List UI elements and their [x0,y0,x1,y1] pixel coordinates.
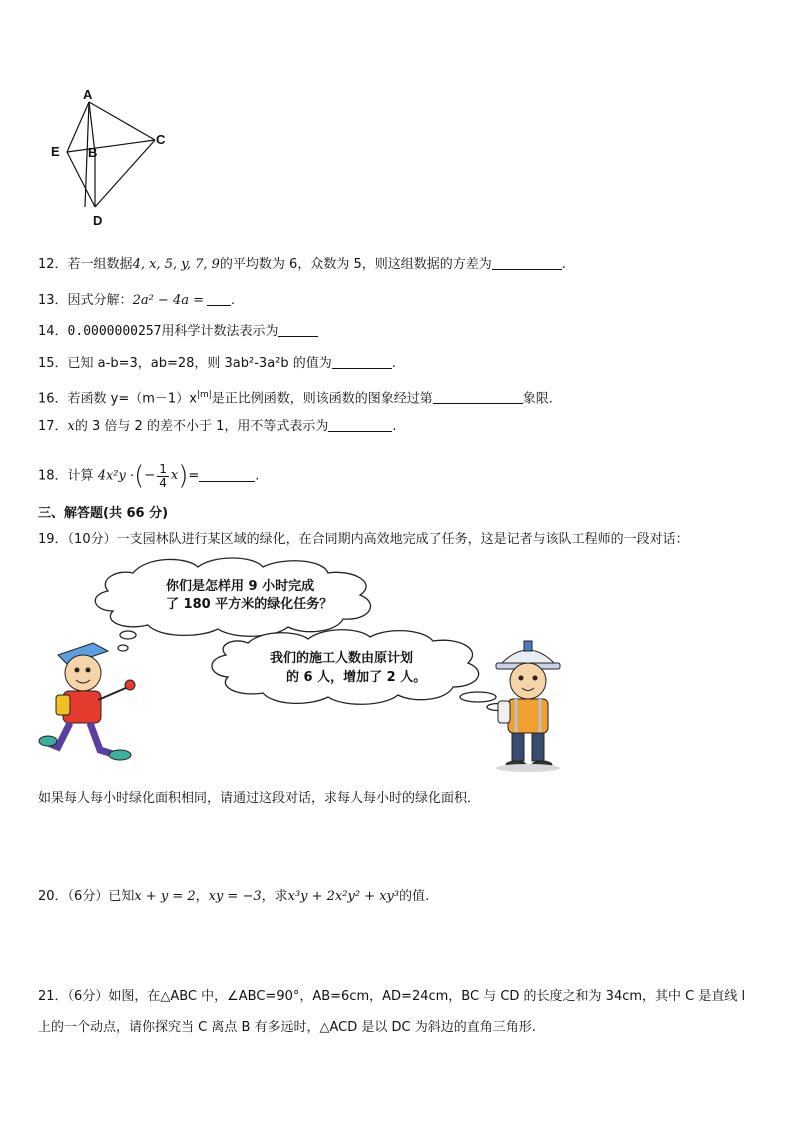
variable: x [67,419,75,434]
question-number: 19． [38,532,68,547]
bubble-1-line-1: 你们是怎样用 9 小时完成 [166,579,315,594]
section-heading: 三、解答题(共 66 分) [38,506,169,521]
question-21-continued: 上的一个动点，请你探究当 C 离点 B 有多远时，△ACD 是以 DC 为斜边的直角三角形. [38,1020,536,1035]
answer-blank[interactable] [199,467,255,482]
point-label-c: C [156,132,166,147]
expression: x³y + 2x²y² + xy³ [287,889,400,904]
question-19-prompt: 如果每人每小时绿化面积相同，请通过这段对话，求每人每小时的绿化面积． [38,791,481,806]
question-text: 的平均数为 6，众数为 5，则这组数据的方差为 [219,257,492,272]
question-text: ，求 [261,889,288,904]
numerator: 1 [159,461,167,476]
variable: x [170,468,179,483]
question-number: 15． [38,356,68,371]
number-value: 0.0000000257 [67,324,162,339]
exponent: |m| [196,390,212,400]
minus-sign: − [144,468,156,483]
question-text: （6分）如图，在△ABC 中，∠ABC=90°，AB=6cm，AD=24cm，BC 与 CD 的长度之和为 34cm，其中 C 是直线 l [67,989,746,1004]
period: . [255,468,260,484]
separator: ， [195,889,209,904]
bubble-1-line-2: 了 180 平方米的绿化任务？ [166,597,333,612]
geometry-figure [45,82,185,232]
question-text: 用科学计数法表示为 [161,324,279,339]
point-label-e: E [51,144,60,159]
bubble-2-line-2: 的 6 人，增加了 2 人。 [286,670,427,685]
expression: 2a² − 4a = [132,293,204,308]
question-text: 计算 [67,468,94,484]
question-number: 14． [38,324,68,339]
period: . [231,293,236,308]
question-number: 18． [38,468,68,484]
question-13 [38,291,235,310]
question-number: 16． [38,391,68,407]
engineer-cartoon [496,641,560,772]
fraction [157,463,169,490]
left-paren: ( [134,461,145,491]
question-text: 已知 a-b=3，ab=28，则 3ab²-3a²b 的值为 [67,356,332,371]
denominator: 4 [159,475,167,490]
question-text: （10分）一支园林队进行某区域的绿化，在合同期内高效地完成了任务，这是记者与该队工程师的一段对话： [67,532,689,547]
dialogue-illustration [38,555,578,780]
question-12 [38,255,566,274]
question-text: 的 3 倍与 2 的差不小于 1，用不等式表示为 [74,419,329,434]
question-text: 因式分解： [67,293,133,308]
question-number: 13． [38,293,68,308]
answer-blank[interactable] [328,417,392,432]
question-17 [38,417,397,436]
question-19 [38,531,689,549]
period: . [391,356,396,371]
data-set: 4, x, 5, y, 7, 9 [132,257,220,272]
condition-1: x + y = 2 [134,889,196,904]
question-18 [38,458,259,494]
question-number: 12． [38,257,68,272]
answer-blank[interactable] [433,389,523,404]
question-number: 21． [38,989,68,1004]
reporter-cartoon [39,643,135,760]
question-number: 20． [38,889,68,904]
point-label-b: B [88,145,98,160]
question-text: 是正比例函数，则该函数的图象经过第 [211,391,433,407]
answer-blank[interactable] [492,255,562,270]
question-14 [38,322,318,341]
bubble-2-line-1: 我们的施工人数由原计划 [270,651,414,666]
question-text: 若函数 y=（m－1）x [67,391,197,407]
right-paren: ) [178,461,189,491]
question-text: 象限. [522,391,553,407]
answer-blank[interactable] [278,322,318,337]
question-number: 17． [38,419,68,434]
period: . [561,257,566,272]
question-15 [38,354,396,373]
question-16 [38,386,553,408]
question-21 [38,988,745,1006]
expression: 4x²y · [97,468,135,484]
question-text: 的值. [399,889,430,904]
condition-2: xy = −3 [208,889,262,904]
question-text: （6分）已知 [67,889,135,904]
period: . [392,419,397,434]
point-label-d: D [93,213,103,228]
answer-blank[interactable] [207,291,231,306]
point-label-a: A [83,87,93,102]
question-text: 若一组数据 [67,257,133,272]
equals-sign: = [188,468,200,484]
question-20 [38,888,429,906]
answer-blank[interactable] [332,354,392,369]
